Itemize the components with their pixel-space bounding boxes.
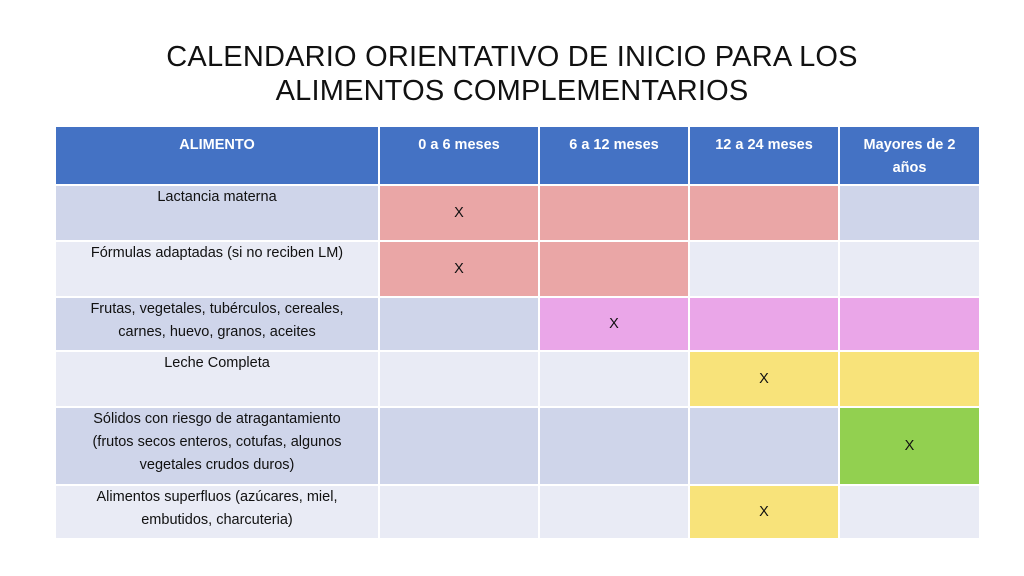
table-cell	[839, 297, 980, 351]
table-cell	[839, 185, 980, 241]
row-label-line: carnes, huevo, granos, aceites	[118, 324, 316, 340]
table-row	[55, 297, 980, 351]
table-cell	[839, 241, 980, 297]
table-cell	[689, 185, 839, 241]
table-cell	[539, 351, 689, 407]
table-row	[55, 185, 980, 241]
table-cell	[689, 241, 839, 297]
row-label	[55, 241, 379, 297]
table-row	[55, 241, 980, 297]
slide-title-line-2: ALIMENTOS COMPLEMENTARIOS	[275, 75, 749, 107]
row-label	[55, 485, 379, 539]
table-row	[55, 485, 980, 539]
table-cell	[379, 485, 539, 539]
table-cell	[839, 351, 980, 407]
row-label-line: Leche Completa	[164, 355, 270, 371]
table-row	[55, 407, 980, 485]
slide-title	[0, 40, 1024, 108]
table-cell	[379, 297, 539, 351]
table-cell: X	[689, 351, 839, 407]
table-cell	[539, 407, 689, 485]
table-cell	[839, 485, 980, 539]
table-cell	[539, 241, 689, 297]
row-label-line: Fórmulas adaptadas (si no reciben LM)	[90, 245, 344, 261]
table-cell: X	[379, 185, 539, 241]
table-cell	[689, 297, 839, 351]
slide-title-line-1: CALENDARIO ORIENTATIVO DE INICIO PARA LOS	[166, 41, 858, 73]
row-label	[55, 185, 379, 241]
row-label-line: (frutos secos enteros, cotufas, algunos	[92, 434, 342, 450]
row-label	[55, 407, 379, 485]
table-cell: X	[379, 241, 539, 297]
table-cell: X	[539, 297, 689, 351]
row-label-line: embutidos, charcuteria)	[141, 512, 293, 528]
table-row	[55, 351, 980, 407]
header-12-24-meses: 12 a 24 meses	[689, 126, 839, 185]
row-label-line: Sólidos con riesgo de atragantamiento	[93, 411, 341, 427]
header-mayores-2-anos	[839, 126, 980, 185]
table-cell	[539, 485, 689, 539]
header-alimento: ALIMENTO	[55, 126, 379, 185]
table-cell: X	[689, 485, 839, 539]
table-cell	[689, 407, 839, 485]
header-6-12-meses: 6 a 12 meses	[539, 126, 689, 185]
row-label-line: Frutas, vegetales, tubérculos, cereales,	[90, 301, 344, 317]
table-header-row	[55, 126, 980, 185]
row-label-line: vegetales crudos duros)	[139, 457, 295, 473]
row-label	[55, 351, 379, 407]
header-mayores-text: Mayores de 2 años	[863, 137, 956, 176]
table-cell	[379, 407, 539, 485]
table-cell	[379, 351, 539, 407]
row-label-line: Alimentos superfluos (azúcares, miel,	[96, 489, 338, 505]
header-0-6-meses: 0 a 6 meses	[379, 126, 539, 185]
food-calendar-table	[54, 125, 981, 540]
row-label	[55, 297, 379, 351]
row-label-line: Lactancia materna	[157, 189, 277, 205]
table-cell	[539, 185, 689, 241]
table-cell: X	[839, 407, 980, 485]
